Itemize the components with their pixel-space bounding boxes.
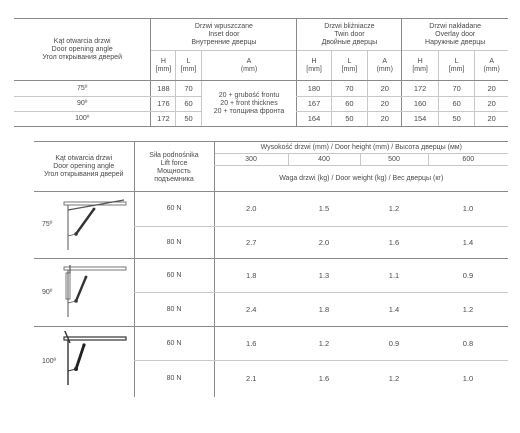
overlay-h-cell: 172: [402, 81, 439, 97]
weight-cell: 1.2: [288, 327, 360, 361]
twin-h-cell: 167: [297, 97, 331, 112]
weight-cell: 1.6: [214, 327, 288, 361]
twin-a-header: A (mm): [368, 51, 402, 81]
inset-h-cell: 176: [151, 97, 176, 112]
weight-cell: 1.0: [462, 373, 474, 383]
twin-a-cell: 20: [368, 81, 402, 97]
force-cell: 80 N: [134, 293, 214, 327]
door-weight-header: Waga drzwi (kg) / Door weight (kg) / Вес дверцы (кг): [214, 166, 508, 192]
twin-l-cell: 50: [331, 112, 368, 127]
lift-force-table: [34, 141, 508, 397]
weight-cell: 2.0: [288, 227, 360, 259]
overlay-l-cell: 70: [438, 81, 475, 97]
inset-l-header: L [mm]: [176, 51, 201, 81]
weight-cell: 0.9: [428, 259, 508, 293]
angle-label: 100º: [42, 357, 57, 365]
weight-cell: 2.0: [214, 192, 288, 227]
weight-cell: 1.5: [288, 192, 360, 227]
twin-l-cell: 60: [331, 97, 368, 112]
weight-cell: 2.4: [214, 293, 288, 327]
force-cell: 60 N: [134, 192, 214, 227]
lift-mechanism-75-icon: [62, 198, 132, 254]
weight-cell: 1.3: [288, 259, 360, 293]
lift-mechanism-100-icon: [62, 331, 132, 389]
angle-header: Kąt otwarcia drzwi Door opening angle Угол открывания дверей: [14, 19, 151, 81]
weight-cell: 1.4: [360, 293, 428, 327]
overlay-a-header: A (mm): [475, 51, 508, 81]
angle-label: 90º: [42, 288, 53, 296]
force-cell: 60 N: [134, 327, 214, 361]
weight-cell: 1.2: [428, 293, 508, 327]
inset-a-note: 20 + grubość frontu 20 + front thicknes 20 + толщина фронта: [201, 81, 297, 127]
height-400: 400: [288, 154, 360, 166]
inset-l-cell: 70: [176, 81, 201, 97]
twin-h-cell: 180: [297, 81, 331, 97]
twin-l-header: L [mm]: [331, 51, 368, 81]
inset-h-cell: 172: [151, 112, 176, 127]
table-row: [34, 327, 508, 361]
table-row: [34, 259, 508, 293]
overlay-l-header: L [mm]: [438, 51, 475, 81]
inset-a-header: A (mm): [201, 51, 297, 81]
weight-cell: 2.7: [214, 227, 288, 259]
weight-cell: 1.8: [214, 259, 288, 293]
weight-cell: 1.8: [288, 293, 360, 327]
overlay-h-header: H [mm]: [402, 51, 439, 81]
overlay-h-cell: 160: [402, 97, 439, 112]
inset-h-cell: 188: [151, 81, 176, 97]
inset-l-cell: 50: [176, 112, 201, 127]
angle-75-cell: [34, 192, 134, 259]
overlay-a-cell: 20: [475, 112, 508, 127]
twin-a-cell: 20: [368, 112, 402, 127]
twin-l-cell: 70: [331, 81, 368, 97]
lift-mechanism-90-icon: [62, 263, 132, 321]
weight-cell: 2.1: [214, 361, 288, 397]
overlay-l-cell: 50: [438, 112, 475, 127]
weight-cell: 0.9: [360, 327, 428, 361]
weight-cell: 1.4: [428, 227, 508, 259]
overlay-door-header: Drzwi nakładane Overlay door Наружные дверцы: [402, 19, 508, 51]
height-300: 300: [214, 154, 288, 166]
weight-cell: 1.2: [388, 373, 400, 383]
twin-a-cell: 20: [368, 97, 402, 112]
door-height-header: Wysokość drzwi (mm) / Door height (mm) / Высота дверцы (мм): [214, 142, 508, 154]
force-cell: 60 N: [134, 259, 214, 293]
inset-l-cell: 60: [176, 97, 201, 112]
lift-force-header: Siła podnośnika Lift force Мощность подъемника: [134, 142, 214, 192]
angle-header: Kąt otwarcia drzwi Door opening angle Угол открывания дверей: [34, 142, 134, 192]
table-row: [34, 192, 508, 227]
inset-door-header: Drzwi wpuszczane Inset door Внутренние дверцы: [151, 19, 297, 51]
height-600: 600: [428, 154, 508, 166]
overlay-a-cell: 20: [475, 97, 508, 112]
weight-cell: 1.1: [360, 259, 428, 293]
overlay-h-cell: 154: [402, 112, 439, 127]
angle-label: 75º: [42, 221, 53, 228]
overlay-a-cell: 20: [475, 81, 508, 97]
height-500: 500: [360, 154, 428, 166]
door-dimensions-table: [14, 18, 508, 127]
weight-cell: 1.6: [318, 373, 330, 383]
inset-h-header: H [mm]: [151, 51, 176, 81]
angle-100-cell: [34, 327, 134, 397]
angle-cell: 100º: [14, 112, 151, 127]
weight-cell: 0.8: [428, 327, 508, 361]
force-cell: 80 N: [134, 227, 214, 259]
angle-cell: 75º: [14, 81, 151, 97]
angle-cell: 90º: [14, 97, 151, 112]
overlay-l-cell: 60: [438, 97, 475, 112]
table-row: [14, 81, 508, 97]
weight-cell: 1.6: [360, 227, 428, 259]
weight-cell: 1.0: [428, 192, 508, 227]
weight-cell: 1.2: [360, 192, 428, 227]
force-cell: 80 N: [134, 361, 214, 397]
angle-90-cell: [34, 259, 134, 327]
twin-door-header: Drzwi bliźniacze Twin door Двойные дверцы: [297, 19, 402, 51]
twin-h-cell: 164: [297, 112, 331, 127]
twin-h-header: H [mm]: [297, 51, 331, 81]
